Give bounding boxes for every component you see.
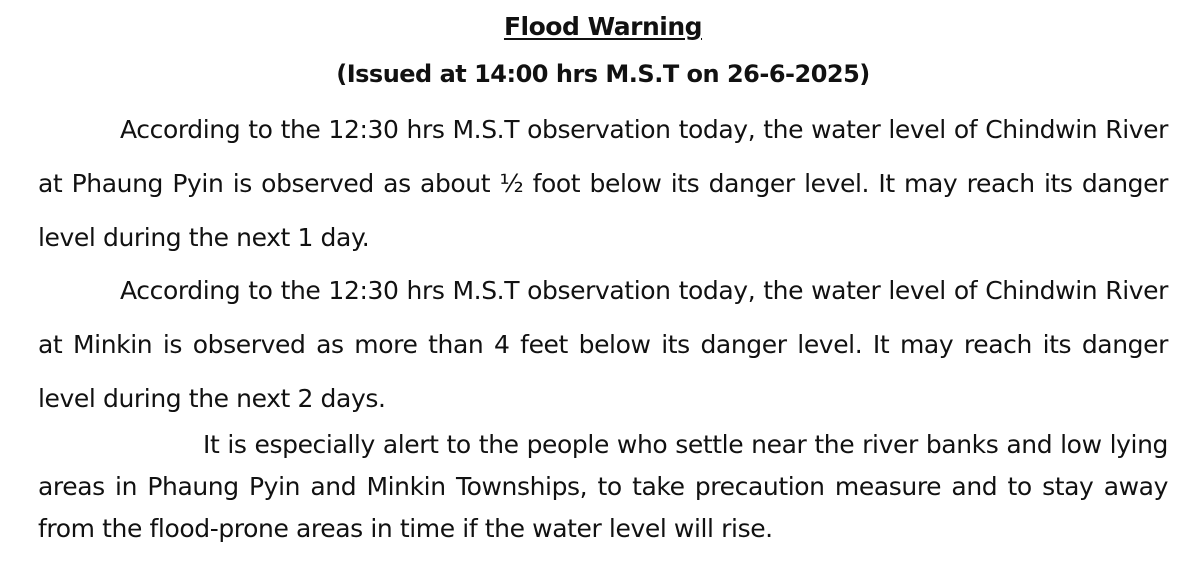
paragraph-minkin: According to the 12:30 hrs M.S.T observation today, the water level of Chindwin River at Minkin is observed as more than 4 feet below its danger level. It may reach its danger level during the next 2 days. xyxy=(38,276,1168,413)
issued-timestamp: (Issued at 14:00 hrs M.S.T on 26-6-2025) xyxy=(336,60,870,88)
paragraph-alert: It is especially alert to the people who settle near the river banks and low lying areas in Phaung Pyin and Minkin Townships, to take precaution measure and to stay away from the flood-prone areas in time if the water level will rise. xyxy=(38,430,1168,543)
paragraph-phaung-pyin: According to the 12:30 hrs M.S.T observation today, the water level of Chindwin River at Phaung Pyin is observed as about ½ foot below its danger level. It may reach its danger level during the next 1 day. xyxy=(38,115,1168,252)
document-title: Flood Warning xyxy=(503,12,703,41)
